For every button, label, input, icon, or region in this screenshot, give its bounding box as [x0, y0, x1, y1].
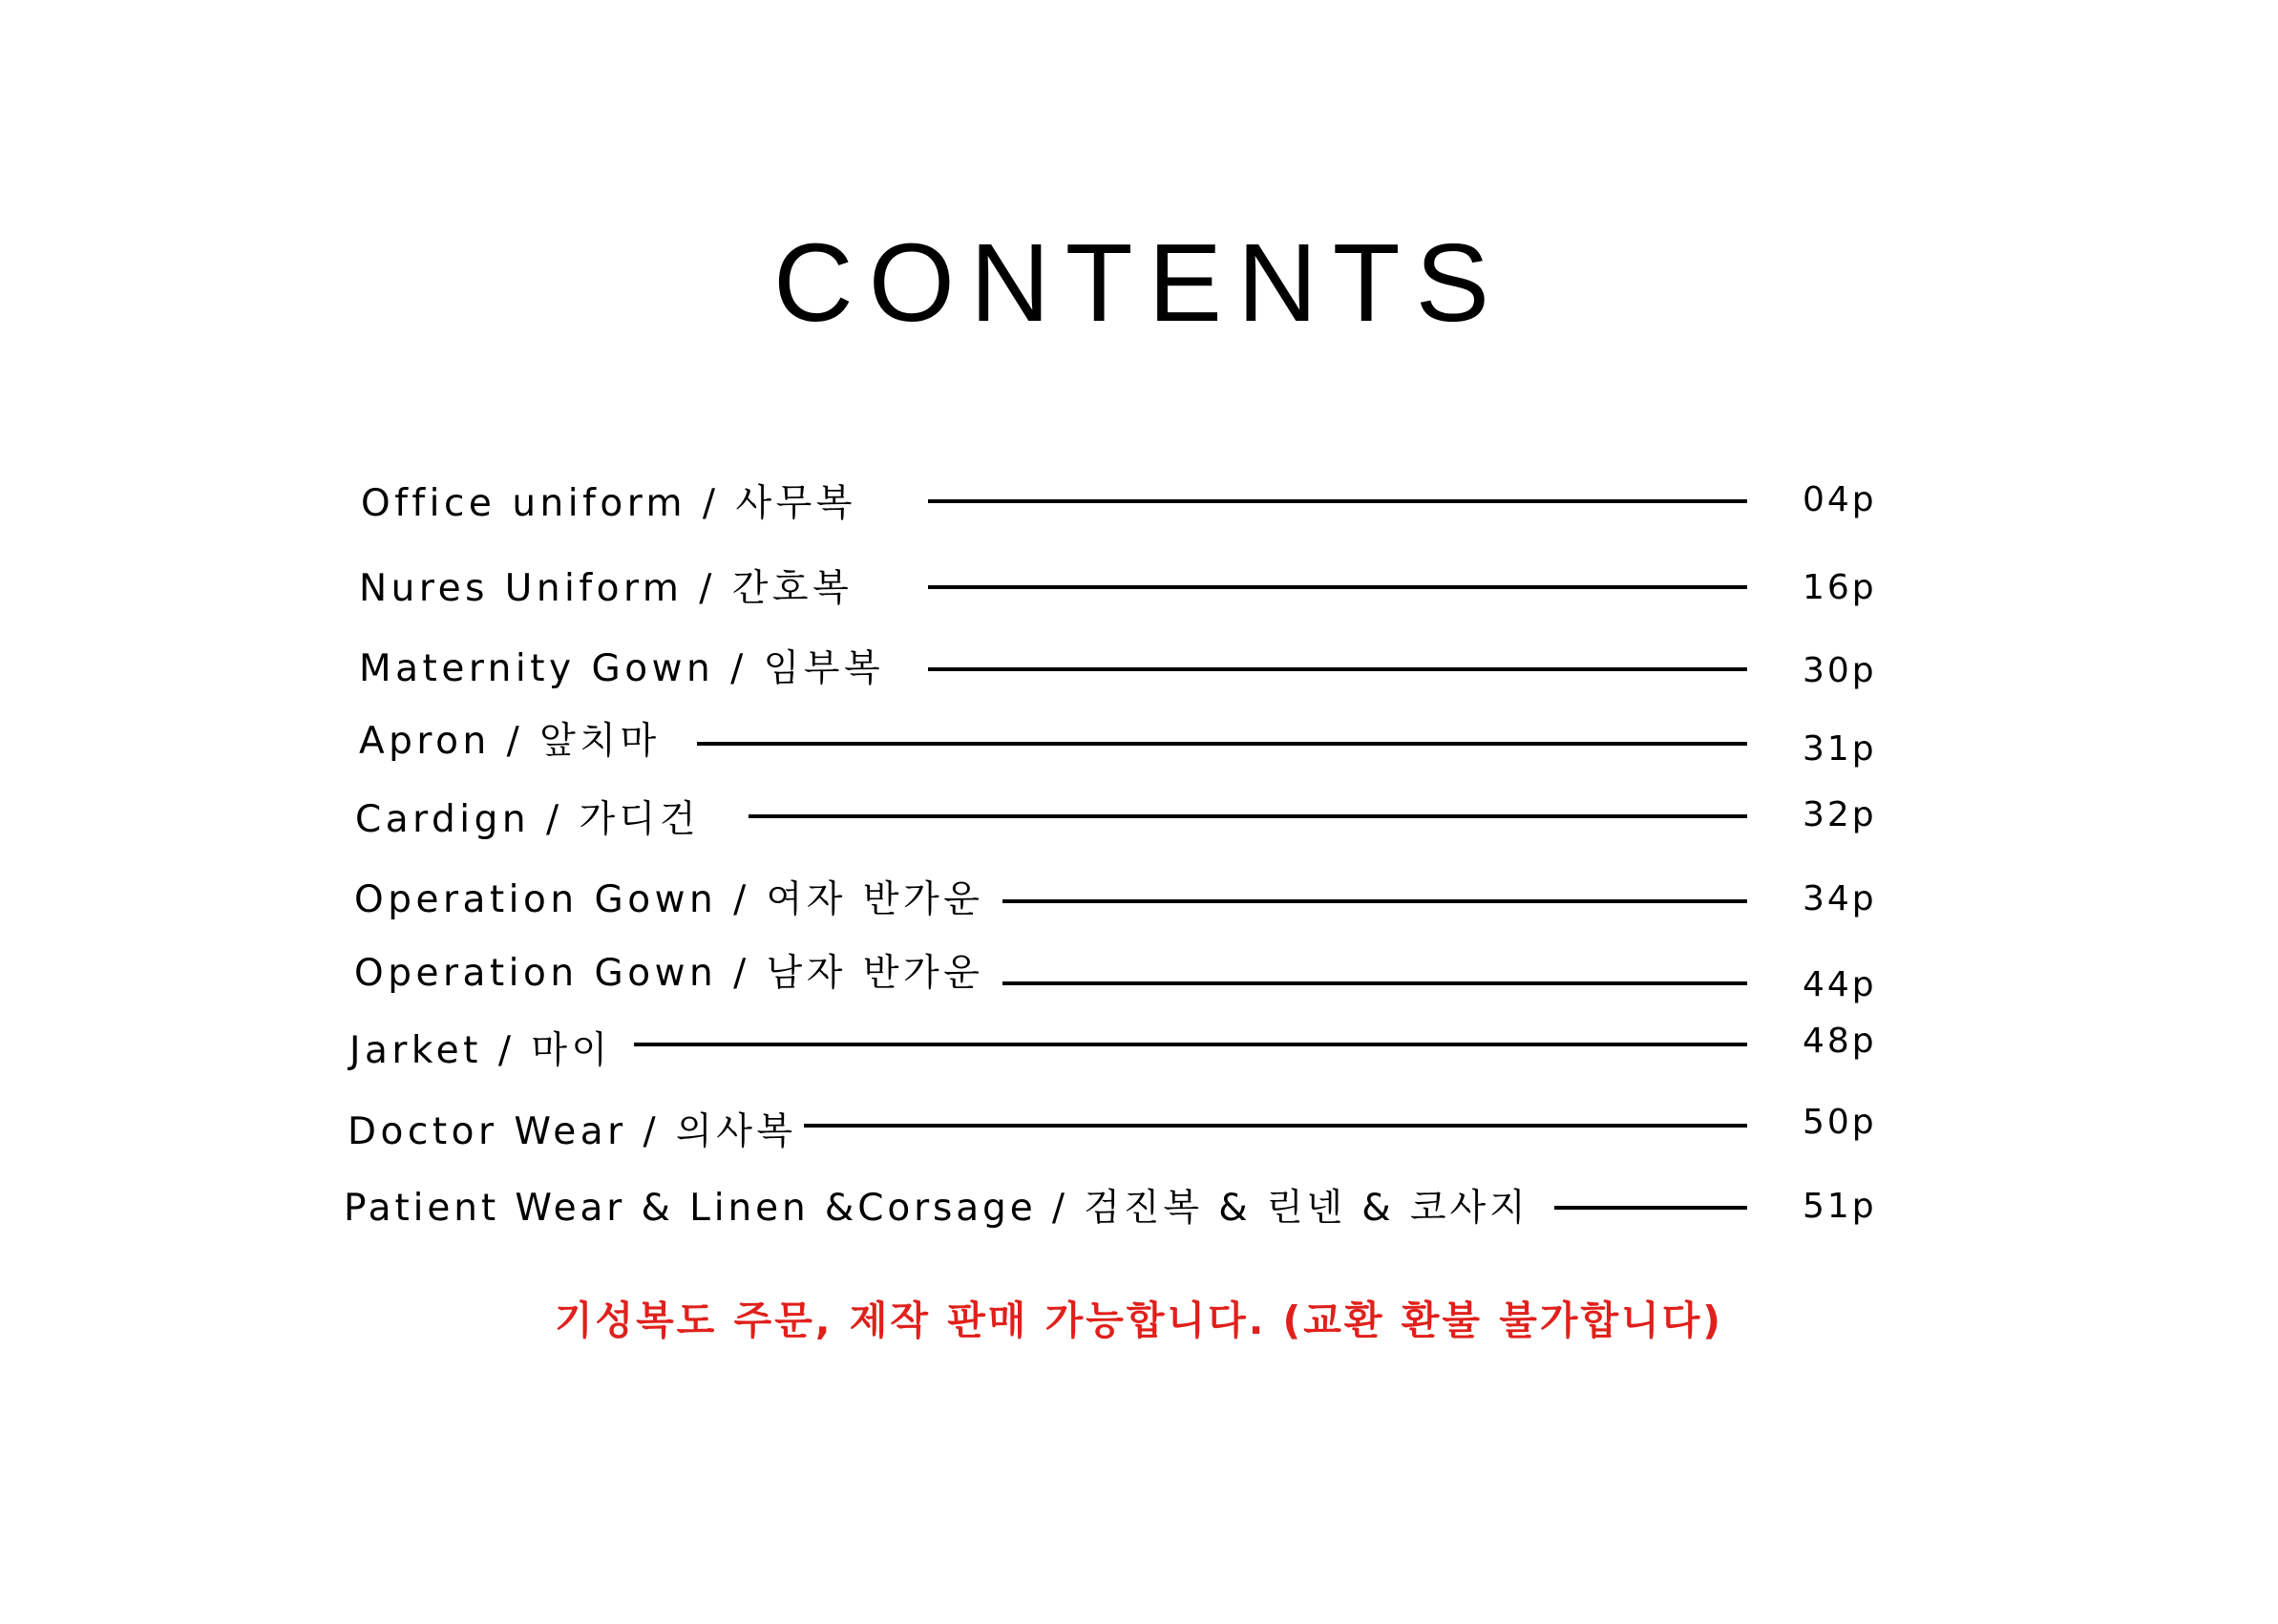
toc-entry-label: Operation Gown / 여자 반가운	[354, 878, 984, 921]
toc-entry-label: Apron / 앞치마	[359, 720, 661, 763]
toc-page-number: 34p	[1803, 879, 1877, 918]
toc-entry-office-uniform[interactable]	[0, 475, 2278, 533]
toc-entry-label: Maternity Gown / 임부복	[359, 647, 885, 690]
toc-leader-line	[634, 1043, 1747, 1046]
toc-entry-doctor-wear[interactable]	[0, 1104, 2278, 1161]
toc-entry-jacket[interactable]	[0, 1023, 2278, 1080]
toc-page-number: 44p	[1803, 965, 1877, 1004]
toc-page-number: 48p	[1803, 1022, 1877, 1061]
toc-leader-line	[928, 667, 1747, 671]
toc-leader-line	[749, 814, 1747, 818]
toc-entry-label: Patient Wear & Linen &Corsage / 검진복 & 린넨 & 코사지	[344, 1187, 1529, 1230]
toc-leader-line	[928, 585, 1747, 589]
toc-entry-patient-wear-linen-corsage[interactable]	[0, 1180, 2278, 1237]
toc-page-number: 31p	[1803, 729, 1877, 769]
toc-entry-label: Operation Gown / 남자 반가운	[354, 952, 984, 995]
toc-page-number: 04p	[1803, 480, 1877, 519]
toc-page-number: 50p	[1803, 1103, 1877, 1142]
toc-leader-line	[697, 742, 1747, 746]
toc-page-number: 51p	[1803, 1187, 1877, 1226]
toc-entry-cardigan[interactable]	[0, 791, 2278, 849]
page-title: CONTENTS	[773, 221, 1505, 345]
notice-text: 기성복도 주문, 제작 판매 가능합니다. (교환 환불 불가합니다)	[554, 1297, 1724, 1343]
toc-leader-line	[1002, 899, 1747, 903]
toc-entry-label: Cardign / 가디건	[355, 798, 700, 841]
toc-entry-operation-gown-men[interactable]	[0, 945, 2278, 1002]
toc-page-number: 16p	[1803, 568, 1877, 607]
toc-leader-line	[1002, 981, 1747, 985]
toc-leader-line	[804, 1124, 1747, 1128]
toc-entry-apron[interactable]	[0, 713, 2278, 770]
toc-entry-nurse-uniform[interactable]	[0, 560, 2278, 618]
toc-entry-label: Nures Uniform / 간호복	[359, 567, 854, 610]
toc-entry-label: Doctor Wear / 의사복	[348, 1110, 797, 1153]
toc-leader-line	[928, 499, 1747, 503]
toc-page-number: 30p	[1803, 651, 1877, 690]
toc-entry-operation-gown-women[interactable]	[0, 872, 2278, 929]
toc-entry-label: Office uniform / 사무복	[361, 482, 856, 525]
toc-leader-line	[1554, 1206, 1747, 1210]
toc-entry-label: Jarket / 마이	[349, 1029, 612, 1072]
toc-page-number: 32p	[1803, 795, 1877, 834]
toc-entry-maternity-gown[interactable]	[0, 641, 2278, 698]
